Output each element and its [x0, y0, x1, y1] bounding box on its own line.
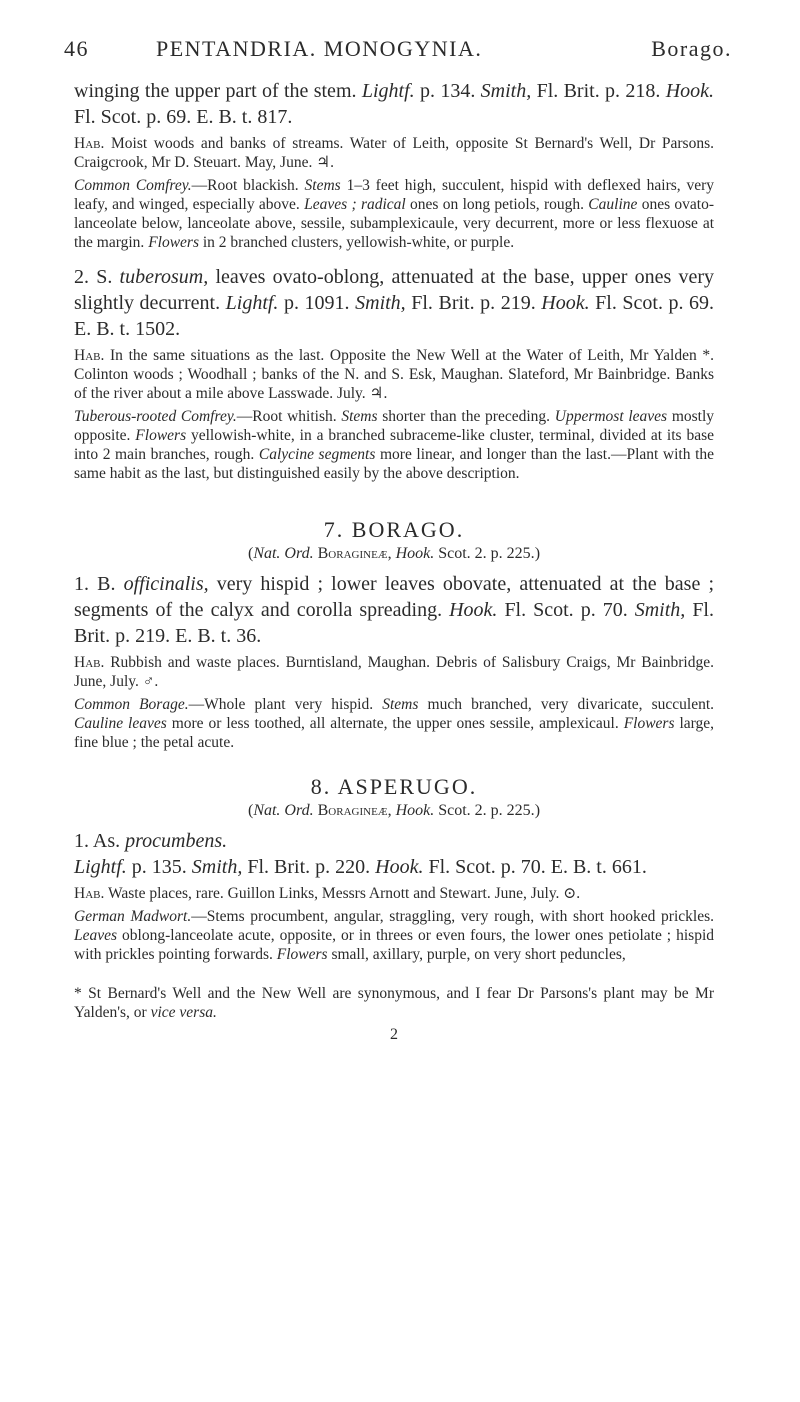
genus-heading: 8. ASPERUGO.: [310, 774, 478, 799]
description-paragraph: German Madwort.—Stems procumbent, angular, straggling, very rough, with short hooked prickles. Leaves oblong-lanceolate acute, opposite, or in threes or even fours, the lower ones petiolate ; hispid with prickles pointing forwards. Flowers small, axillary, purple, on very short peduncles,: [74, 908, 715, 963]
natural-order: (Nat. Ord. Boragineæ, Hook. Scot. 2. p. 225.): [247, 545, 541, 562]
running-genus: Borago.: [651, 36, 732, 61]
habitat-paragraph: Hab. Moist woods and banks of streams. Water of Leith, opposite St Bernard's Well, Dr Parsons. Craigcrook, Mr D. Steuart. May, June. ♃.: [74, 135, 714, 171]
genus-heading: 7. BORAGO.: [323, 517, 465, 542]
running-head: [64, 36, 732, 64]
species-entry: 1. As. procumbens. Lightf. p. 135. Smith, Fl. Brit. p. 220. Hook. Fl. Scot. p. 70. E. B. t. 661.: [74, 830, 647, 878]
description-paragraph: Common Comfrey.—Root blackish. Stems 1–3 feet high, succulent, hispid with deflexed hairs, very leafy, and winged, especially above. Leaves ; radical ones on long petiols, rough. Cauline ones ovato-lanceolate below, lanceolate above, sessile, subamplexicaule, very decurrent, more or less flexuose at the margin. Flowers in 2 branched clusters, yellowish-white, or purple.: [74, 177, 715, 251]
species-entry: 2. S. tuberosum, leaves ovato-oblong, attenuated at the base, upper ones very slightly decurrent. Lightf. p. 1091. Smith, Fl. Brit. p. 219. Hook. Fl. Scot. p. 69. E. B. t. 1502.: [74, 266, 715, 340]
page: [64, 36, 732, 1044]
footnote: * St Bernard's Well and the New Well are synonymous, and I fear Dr Parsons's plant may be Mr Yalden's, or vice versa.: [74, 985, 714, 1021]
species-entry: 1. B. officinalis, very hispid ; lower leaves obovate, attenuated at the base ; segments of the calyx and corolla spreading. Hook. Fl. Scot. p. 70. Smith, Fl. Brit. p. 219. E. B. t. 36.: [74, 573, 715, 647]
description-paragraph: Common Borage.—Whole plant very hispid. Stems much branched, very divaricate, succulent. Cauline leaves more or less toothed, all alternate, the upper ones sessile, amplexicaul. Flowers large, fine blue ; the petal acute.: [74, 696, 715, 751]
intro-paragraph: winging the upper part of the stem. Lightf. p. 134. Smith, Fl. Brit. p. 218. Hook. Fl. Scot. p. 69. E. B. t. 817.: [74, 80, 715, 128]
habitat-paragraph: Hab. Rubbish and waste places. Burntisland, Maughan. Debris of Salisbury Craigs, Mr Bainbridge. June, July. ♂.: [74, 654, 714, 690]
description-paragraph: Tuberous-rooted Comfrey.—Root whitish. Stems shorter than the preceding. Uppermost leaves mostly opposite. Flowers yellowish-white, in a branched subraceme-like cluster, terminal, divided at its base into 2 main branches, rough. Calycine segments more linear, and longer than the last.—Plant with the same habit as the last, but distinguished easily by the above description.: [74, 408, 715, 482]
signature-mark: 2: [390, 1026, 398, 1043]
page-number: 46: [64, 36, 89, 61]
natural-order: (Nat. Ord. Boragineæ, Hook. Scot. 2. p. 225.): [247, 802, 541, 819]
habitat-paragraph: Hab. In the same situations as the last. Opposite the New Well at the Water of Leith, Mr Yalden *. Colinton woods ; Woodhall ; banks of the N. and S. Esk, Maughan. Slateford, Mr Bainbridge. Banks of the river about a mile above Lasswade. July. ♃.: [74, 347, 714, 402]
habitat-paragraph: Hab. Waste places, rare. Guillon Links, Messrs Arnott and Stewart. June, July. ⊙.: [74, 885, 581, 902]
running-title: PENTANDRIA. MONOGYNIA.: [156, 36, 483, 61]
